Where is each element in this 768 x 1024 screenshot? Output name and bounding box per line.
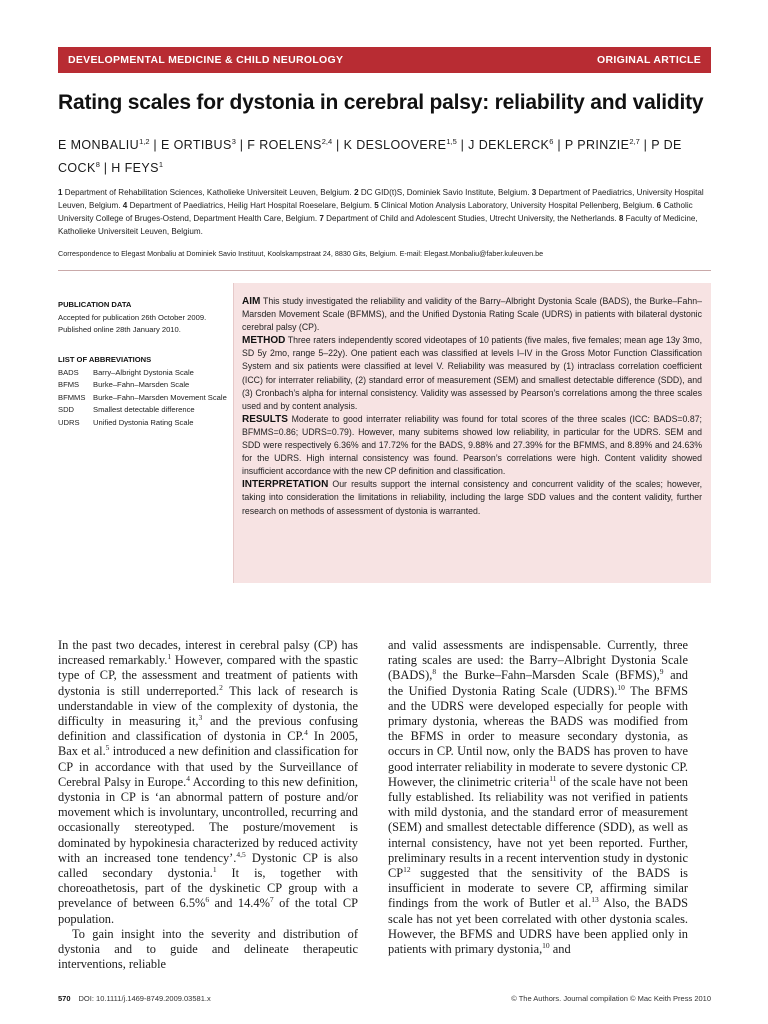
body-text: of the total CP population. [58, 896, 359, 926]
body-text: and 14.4% [209, 896, 270, 911]
abstract-label: METHOD [242, 335, 286, 347]
abbreviation-row [58, 404, 230, 417]
body-column-right [388, 638, 688, 957]
affiliation-number: 5 [374, 201, 379, 210]
author-name: P PRINZIE [564, 138, 630, 153]
author-list: E MONBALIU$^{1,2}$ | E ORTIBUS$^3$ | F ROELENS$^{2,4}$ | K DESLOOVERE$^{1,5}$ | J DEKLERCK$^6$ | P PRINZIE$^{2,7}$ | P DE COCK$^8$ | H FEYS$^1$ [58, 137, 682, 176]
abstract-text: This study investigated the reliability and validity of the Barry–Albright Dystonia Scale (BADS), the Burke–Fahn–Marsden Movement Scale (BFMMS), and the Unified Dystonia Rating Scale (UDRS) in patients with bilateral dystonic cerebral palsy (CP). [242, 296, 702, 333]
body-text: and [549, 942, 571, 957]
author-name: H FEYS [111, 161, 159, 176]
body-text: suggested that the sensitivity of the BADS is insufficient in moderate to severe CP, affirming similar findings from the work of Butler et al. [388, 866, 688, 911]
abstract-text: Our results support the internal consistency and concurrent validity of the scales; however, taking into consideration the limitations in reliability, including the large SDD values and the content validity, further research on methods of assessment of dystonia is warranted. [242, 479, 702, 516]
abstract-label: AIM [242, 296, 261, 307]
body-text: the Burke–Fahn–Marsden Scale (BFMS), [436, 668, 660, 683]
author-name: P DE COCK [58, 138, 682, 176]
abstract-aim [242, 295, 702, 334]
abstract-results [242, 413, 702, 478]
affiliation-number: 8 [618, 214, 624, 223]
abbreviation-key: SDD [58, 405, 75, 414]
citation-ref: 10 [542, 940, 550, 950]
body-text: of the scale have not been fully established. Its reliability was not verified in patients with mild dystonia, and the standard error of measurement (SEM) and smallest detectable difference (SDD), as well as internal consistency, have not yet been reported. Further, preliminary results in a recent intervention study in dystonic CP [388, 774, 688, 881]
abstract-text: Moderate to good interrater reliability was found for total scores of the three scales (ICC: BADS=0.87; BFMMS=0.86; UDRS=0.79). However, many subitems showed low reliability, in particular for the UDRS. SEM and SDD were respectively 6.36% and 17.72% for the BADS, 9.88% and 27.39% for the BFMMS, and 8.89% and 24.63% for the UDRS. High internal consistency was found. Pearson’s correlations were high. Content validity showed insufficient accordance with the new CP definition and classification. [242, 413, 702, 477]
affiliation-number: 1 [58, 188, 63, 197]
article-title: Rating scales for dystonia in cerebral palsy: reliability and validity [58, 91, 704, 114]
body-text: It is, together with choreoathetosis, part of the dyskinetic CP group with a prevelance of between 6.5% [58, 866, 358, 911]
affiliation-text: Catholic University College of Bruges-Ostend, Department Health Care, Belgium. [58, 201, 693, 223]
author-name: F ROELENS [247, 138, 322, 153]
journal-banner [58, 47, 711, 73]
body-paragraph [58, 927, 358, 973]
author-name: K DESLOOVERE [343, 138, 447, 153]
citation-ref: 4 [186, 773, 190, 783]
abstract-box [233, 283, 711, 583]
author-affiliation-ref: 3 [231, 137, 236, 146]
author-name: E ORTIBUS [160, 138, 232, 153]
citation-ref: 1 [167, 652, 172, 662]
author [161, 138, 236, 152]
affiliation-number: 7 [319, 214, 324, 223]
author [344, 138, 457, 152]
publication-data [58, 299, 228, 337]
abbreviation-row [58, 392, 230, 405]
page-number: 570 [58, 994, 71, 1003]
author [58, 138, 150, 152]
body-text: and the Unified Dystonia Rating Scale (UDRS). [388, 668, 688, 698]
abstract-text: Three raters independently scored videotapes of 10 patients (five males, five females; mean age 13y 3mo, SD 5y 2mo, range 5–22y). One patient each was classified at levels I–IV in the Gross Motor Function Classification System and six patients were classified at level V. Reliability was measured by (1) intraclass correlation coefficient (ICC) for interrater reliability, (2) standard error of measurement (SEM) and smallest detectable difference (SDD), and (3) Cronbach’s alpha for internal consistency. Validity was assessed by Pearson’s correlations among the three scales used and by content analysis. [242, 335, 702, 411]
abbreviation-value: Burke–Fahn–Marsden Movement Scale [93, 392, 227, 402]
copyright: © The Authors. Journal compilation © Mac Keith Press 2010 [511, 994, 711, 1003]
body-text: However, compared with the spastic type of CP, the assessment and treatment of patients with dystonia is still underreported. [58, 653, 358, 698]
author [468, 138, 553, 152]
citation-ref: 12 [403, 864, 411, 874]
abstract-label: INTERPRETATION [242, 479, 329, 491]
affiliation-number: 2 [354, 188, 359, 197]
abbreviation-key: BFMS [58, 380, 80, 389]
author-affiliation-ref: 1 [158, 160, 164, 170]
abbreviation-value: Smallest detectable difference [93, 405, 195, 414]
citation-ref: 10 [617, 682, 625, 692]
citation-ref: 4 [304, 728, 308, 738]
citation-ref: 8 [432, 667, 437, 677]
author-affiliation-ref: 6 [549, 137, 554, 146]
abstract-label: RESULTS [242, 413, 288, 425]
correspondence: Correspondence to Elegast Monbaliu at Dominiek Savio Instituut, Koolskampstraat 24, 8830 Gits, Belgium. E-mail: Elegast.Monbaliu@faber.kuleuven.be [58, 249, 544, 258]
author-affiliation-ref: 2,7 [629, 137, 640, 146]
abbreviation-key: BADS [58, 367, 79, 377]
body-text: and valid assessments are indispensable. Currently, three rating scales are used: the Barry–Albright Dystonia Scale (BADS), [388, 638, 688, 683]
affiliation-text: Department of Paediatrics, University Hospital Leuven, Belgium. [58, 188, 704, 210]
author-name: E MONBALIU [58, 138, 140, 153]
footer-left [58, 994, 211, 1003]
body-text: introduced a new definition and classification for CP in accordance with that used by the Surveillance of Cerebral Palsy in Europe. [58, 744, 358, 789]
body-text: To gain insight into the severity and distribution of dystonia and to guide and delineate therapeutic interventions, reliable [58, 926, 358, 972]
publication-data-heading: PUBLICATION DATA [58, 300, 132, 309]
citation-ref: 4,5 [236, 849, 246, 859]
affiliation-number: 3 [531, 188, 537, 197]
body-text: This lack of research is understandable in view of the complexity of dystonia, the difficulty in measuring it, [58, 683, 358, 729]
body-paragraph [388, 638, 688, 957]
doi: DOI: 10.1111/j.1469-8749.2009.03581.x [78, 994, 211, 1003]
affiliation-number: 4 [122, 201, 128, 210]
body-text: In the past two decades, interest in cerebral palsy (CP) has increased remarkably. [58, 638, 358, 668]
author [565, 138, 640, 152]
page-footer [58, 994, 711, 1003]
abbreviations-list [58, 354, 230, 429]
affiliation-number: 6 [656, 201, 662, 210]
body-text: and the previous confusing definition and classification of dystonia in CP. [58, 714, 358, 744]
body-text: Dystonic CP is also called secondary dystonia. [58, 850, 358, 881]
author-name: J DEKLERCK [468, 138, 550, 153]
publication-online: Published online 28th January 2010. [58, 325, 181, 334]
abbreviation-value: Burke–Fahn–Marsden Scale [93, 380, 190, 389]
divider [58, 270, 711, 271]
affiliation-text: Department of Paediatrics, Heilig Hart Hospital Roeselare, Belgium. [129, 201, 373, 210]
author-affiliation-ref: 1,2 [139, 137, 150, 146]
abbreviation-key: UDRS [58, 417, 80, 427]
body-column-left [58, 638, 358, 972]
citation-ref: 2 [219, 682, 223, 692]
author-affiliation-ref: 2,4 [321, 137, 333, 146]
body-text: In 2005, Bax et al. [58, 729, 358, 759]
abstract-interpretation [242, 478, 702, 517]
abbreviation-value: Barry–Albright Dystonia Scale [93, 367, 194, 377]
citation-ref: 7 [269, 895, 274, 905]
abbreviation-row [58, 367, 230, 380]
author [111, 161, 163, 175]
body-text: According to this new definition, dystonia in CP is ‘an abnormal pattern of posture and/or movement which is involuntary, uncontrolled, recurring and occasionally stereotyped. The posture/movement is dominated by hypokinesia characterized by reduced activity with an increased tone tendency’. [58, 774, 358, 865]
citation-ref: 1 [212, 864, 217, 874]
abbreviations-heading: LIST OF ABBREVIATIONS [58, 355, 152, 364]
citation-ref: 6 [205, 895, 210, 905]
publication-accepted: Accepted for publication 26th October 2009. [58, 312, 207, 322]
abbreviation-row [58, 379, 230, 392]
author [247, 138, 332, 152]
abbreviation-value: Unified Dystonia Rating Scale [93, 417, 194, 427]
citation-ref: 3 [198, 712, 203, 722]
journal-name: DEVELOPMENTAL MEDICINE & CHILD NEUROLOGY [68, 54, 344, 66]
citation-ref: 11 [549, 773, 557, 783]
article-type: ORIGINAL ARTICLE [597, 54, 701, 66]
abbreviation-key: BFMMS [58, 392, 86, 402]
author-affiliation-ref: 8 [95, 160, 100, 170]
citation-ref: 5 [105, 743, 110, 753]
affiliation-text: Faculty of Medicine, Katholieke Universiteit Leuven, Belgium. [58, 214, 698, 236]
citation-ref: 9 [659, 667, 664, 677]
author-affiliation-ref: 1,5 [446, 137, 457, 146]
abstract-method [242, 334, 702, 413]
body-paragraph [58, 638, 358, 927]
body-text: Also, the BADS scale has not yet been correlated with other dystonia scales. However, the BFMS and UDRS have been applied only in patients with primary dystonia, [388, 896, 688, 957]
affiliation-text: Department of Child and Adolescent Studies, Utrecht University, the Netherlands. [326, 214, 617, 223]
affiliation-text: Department of Rehabilitation Sciences, Katholieke Universiteit Leuven, Belgium. [64, 188, 352, 197]
citation-ref: 13 [591, 895, 599, 905]
affiliation-text: DC GID(t)S, Dominiek Savio Institute, Belgium. [360, 188, 530, 197]
abbreviation-row [58, 417, 230, 430]
affiliations [58, 186, 718, 238]
affiliation-text: Clinical Motion Analysis Laboratory, University Hospital Pellenberg, Belgium. [381, 201, 655, 210]
body-text: The BFMS and the UDRS were developed especially for people with primary dystonia, whereas the BADS was modified from the BFMS in order to measure secondary dystonia, as occurs in CP. Until now, only the BADS has proven to have good interrater reliability in moderate to severe dystonic CP. However, the clinimetric criteria [388, 683, 688, 789]
